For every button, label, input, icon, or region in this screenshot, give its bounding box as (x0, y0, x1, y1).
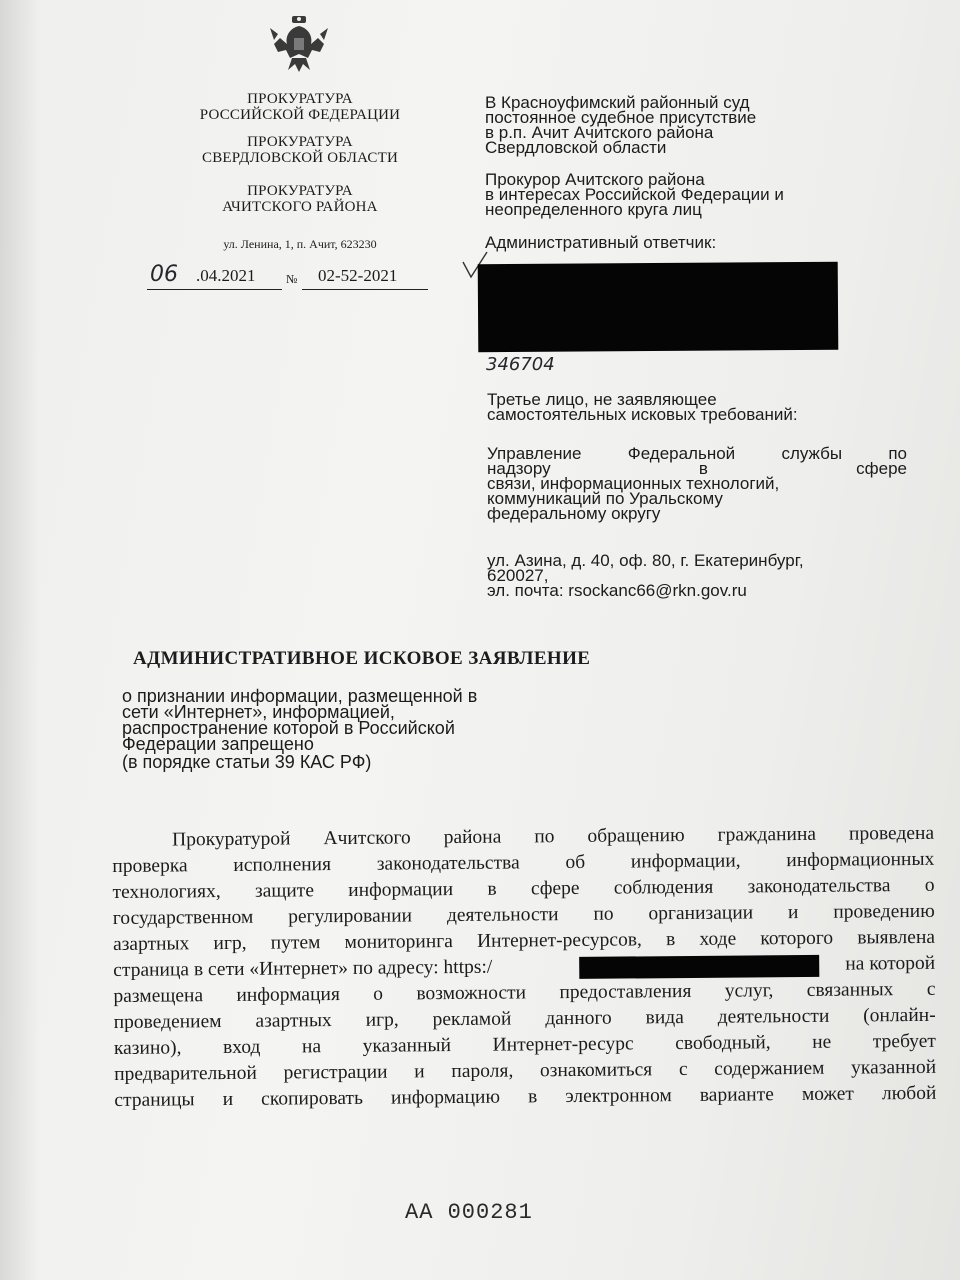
body-line: государственном регулировании деятельности по организации и проведению (112, 900, 935, 929)
plaintiff-block (485, 172, 784, 217)
header-line: ПРОКУРАТУРА (247, 134, 353, 150)
header-block-rf (185, 91, 415, 123)
redacted-defendant (478, 262, 839, 353)
defendant-label: Административный ответчик: (485, 233, 717, 252)
body-line: размещена информация о возможности предоставления услуг, связанных с (113, 978, 936, 1007)
body-line: казино), вход на указанный Интернет-ресурс свободный, не требует (113, 1030, 936, 1059)
third-party-address (487, 553, 804, 598)
third-party-label (487, 392, 798, 422)
email-line: эл. почта: rsockanc66@rkn.gov.ru (487, 581, 747, 600)
body-line: технологиях, защите информации в сфере соблюдения законодательства о (112, 874, 935, 903)
subtitle-line: сети «Интернет», информацией, (122, 702, 395, 722)
third-party-block (487, 446, 907, 521)
header-line: ПРОКУРАТУРА (247, 91, 353, 107)
form-serial-number: АА 000281 (405, 1200, 533, 1225)
address-line: 620027, (487, 566, 549, 585)
third-party-label-line: самостоятельных исковых требований: (487, 405, 798, 424)
plaintiff-line: Прокурор Ачитского района (485, 170, 705, 189)
redacted-url (579, 955, 819, 979)
number-sign: № (286, 272, 298, 286)
header-line: ПРОКУРАТУРА (247, 183, 353, 199)
header-line: РОССИЙСКОЙ ФЕДЕРАЦИИ (199, 107, 401, 123)
subtitle-line: о признании информации, размещенной в (122, 686, 478, 706)
subtitle-line: Федерации запрещено (122, 734, 314, 754)
third-party-line: федеральному округу (487, 504, 661, 523)
third-party-label-line: Третье лицо, не заявляющее (487, 390, 717, 409)
body-line: Прокуратурой Ачитского района по обращению гражданина проведена (172, 822, 935, 851)
court-line: постоянное судебное присутствие (485, 108, 757, 127)
court-line: Свердловской области (485, 138, 667, 157)
page-shadow (0, 0, 40, 1280)
header-line: АЧИТСКОГО РАЙОНА (222, 199, 378, 215)
number-underline (302, 289, 428, 290)
body-line: предварительной регистрации и пароля, ознакомиться с содержанием указанной (114, 1056, 937, 1085)
third-party-line: связи, информационных технологий, (487, 474, 780, 493)
third-party-line: надзору в сфере (487, 459, 907, 478)
body-url-prefix: страница в сети «Интернет» по адресу: https:/ (113, 956, 493, 981)
coat-of-arms-icon (268, 14, 330, 76)
plaintiff-line: неопределенного круга лиц (485, 200, 702, 219)
header-block-district (185, 183, 415, 215)
date-rest: .04.2021 (196, 266, 256, 285)
third-party-line: коммуникаций по Уральскому (487, 489, 723, 508)
header-block-region (185, 134, 415, 166)
plaintiff-line: в интересах Российской Федерации и (485, 185, 784, 204)
sender-address: ул. Ленина, 1, п. Ачит, 623230 (223, 237, 377, 251)
body-paragraph (112, 821, 936, 1114)
body-line: азартных игр, путем мониторинга Интернет-ресурсов, в ходе которого выявлена (112, 926, 936, 955)
body-line-end: на которой (845, 952, 936, 975)
date-underline (147, 289, 282, 290)
court-line: в р.п. Ачит Ачитского района (485, 123, 714, 142)
body-line: проведением азартных игр, рекламой данного вида деятельности (онлайн- (113, 1004, 936, 1033)
document-subtitle (122, 688, 477, 770)
court-block (485, 95, 756, 155)
court-line: В Красноуфимский районный суд (485, 93, 750, 112)
third-party-line: Управление Федеральной службы по (487, 444, 907, 463)
subtitle-line: (в порядке статьи 39 КАС РФ) (122, 752, 372, 772)
address-line: ул. Азина, д. 40, оф. 80, г. Екатеринбург, (487, 551, 804, 570)
header-line: СВЕРДЛОВСКОЙ ОБЛАСТИ (201, 150, 398, 166)
date-day-handwritten: 06 (150, 262, 178, 287)
body-line: проверка исполнения законодательства об информации, информационных (112, 848, 935, 877)
defendant-handwritten-note: 346704 (486, 354, 555, 375)
outgoing-number: 02-52-2021 (318, 266, 398, 285)
subtitle-line: распространение которой в Российской (122, 718, 455, 738)
document-title: АДМИНИСТРАТИВНОЕ ИСКОВОЕ ЗАЯВЛЕНИЕ (133, 648, 591, 669)
body-line: страницы и скопировать информацию в электронном варианте может любой (114, 1082, 937, 1111)
